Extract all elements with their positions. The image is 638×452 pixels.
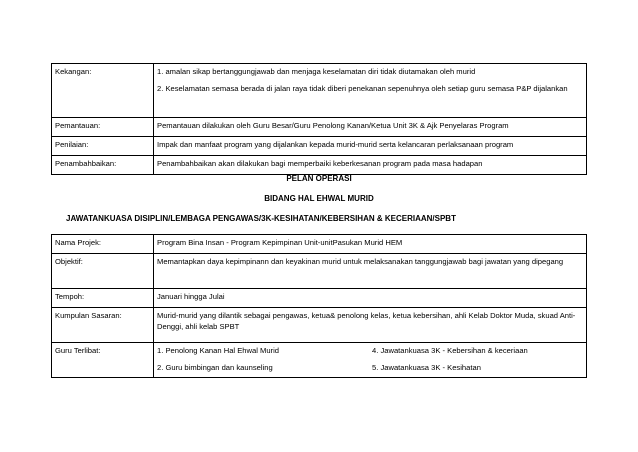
kumpulan-sasaran-label: Kumpulan Sasaran: [52, 308, 154, 343]
kekangan-line-1: 1. amalan sikap bertanggungjawab dan menjaga keselamatan diri tidak diutamakan oleh murid [157, 67, 476, 76]
table-row-guru-terlibat [52, 343, 587, 378]
project-table [51, 234, 587, 378]
kumpulan-sasaran-value: Murid-murid yang dilantik sebagai pengawas, ketua& penolong kelas, ketua kebersihan, ahli Kelab Doktor Muda, skuad Anti-Denggi, ahli kelab SPBT [154, 308, 587, 343]
table-row-kekangan [52, 64, 587, 118]
guru-terlibat-label: Guru Terlibat: [52, 343, 154, 378]
committee-title: JAWATANKUASA DISIPLIN/LEMBAGA PENGAWAS/3K-KESIHATAN/KEBERSIHAN & KECERIAAN/SPBT [66, 214, 456, 223]
plan-title: PELAN OPERASI [286, 174, 352, 183]
table-row-nama-projek [52, 235, 587, 254]
list-item: 4. Jawatankuasa 3K - Kebersihan & keceriaan [372, 346, 528, 355]
nama-projek-label: Nama Projek: [52, 235, 154, 254]
nama-projek-value: Program Bina Insan - Program Kepimpinan Unit-unitPasukan Murid HEM [154, 235, 587, 254]
pemantauan-value: Pemantauan dilakukan oleh Guru Besar/Guru Penolong Kanan/Ketua Unit 3K & Ajk Penyelaras Program [154, 118, 587, 137]
objektif-value: Memantapkan daya kepimpinann dan keyakinan murid untuk melaksanakan tanggungjawab bagi jawatan yang dipegang [154, 254, 587, 289]
table-row-tempoh [52, 289, 587, 308]
table-row-kumpulan-sasaran [52, 308, 587, 343]
table-row-objektif [52, 254, 587, 289]
table-row-pemantauan [52, 118, 587, 137]
list-item: 5. Jawatankuasa 3K - Kesihatan [372, 363, 481, 372]
tempoh-value: Januari hingga Julai [154, 289, 587, 308]
list-item: 1. Penolong Kanan Hal Ehwal Murid [157, 346, 279, 355]
penilaian-label: Penilaian: [52, 137, 154, 156]
pemantauan-label: Pemantauan: [52, 118, 154, 137]
penambahbaikan-value: Penambahbaikan akan dilakukan bagi memperbaiki keberkesanan program pada masa hadapan [154, 156, 587, 175]
penilaian-value: Impak dan manfaat program yang dijalankan kepada murid-murid serta kelancaran perlaksanaan program [154, 137, 587, 156]
kekangan-line-2: 2. Keselamatan semasa berada di jalan raya tidak diberi penekanan sepenuhnya oleh setiap guru semasa P&P dijalankan [157, 84, 568, 93]
penambahbaikan-label: Penambahbaikan: [52, 156, 154, 175]
guru-list [157, 345, 583, 373]
strategy-table [51, 63, 587, 175]
objektif-label: Objektif: [52, 254, 154, 289]
kekangan-value [154, 64, 587, 118]
guru-terlibat-value [154, 343, 587, 378]
tempoh-label: Tempoh: [52, 289, 154, 308]
kekangan-label: Kekangan: [52, 64, 154, 118]
list-item: 2. Guru bimbingan dan kaunseling [157, 363, 273, 372]
table-row-penilaian [52, 137, 587, 156]
section-title: BIDANG HAL EHWAL MURID [264, 194, 374, 203]
table-row-penambahbaikan [52, 156, 587, 175]
